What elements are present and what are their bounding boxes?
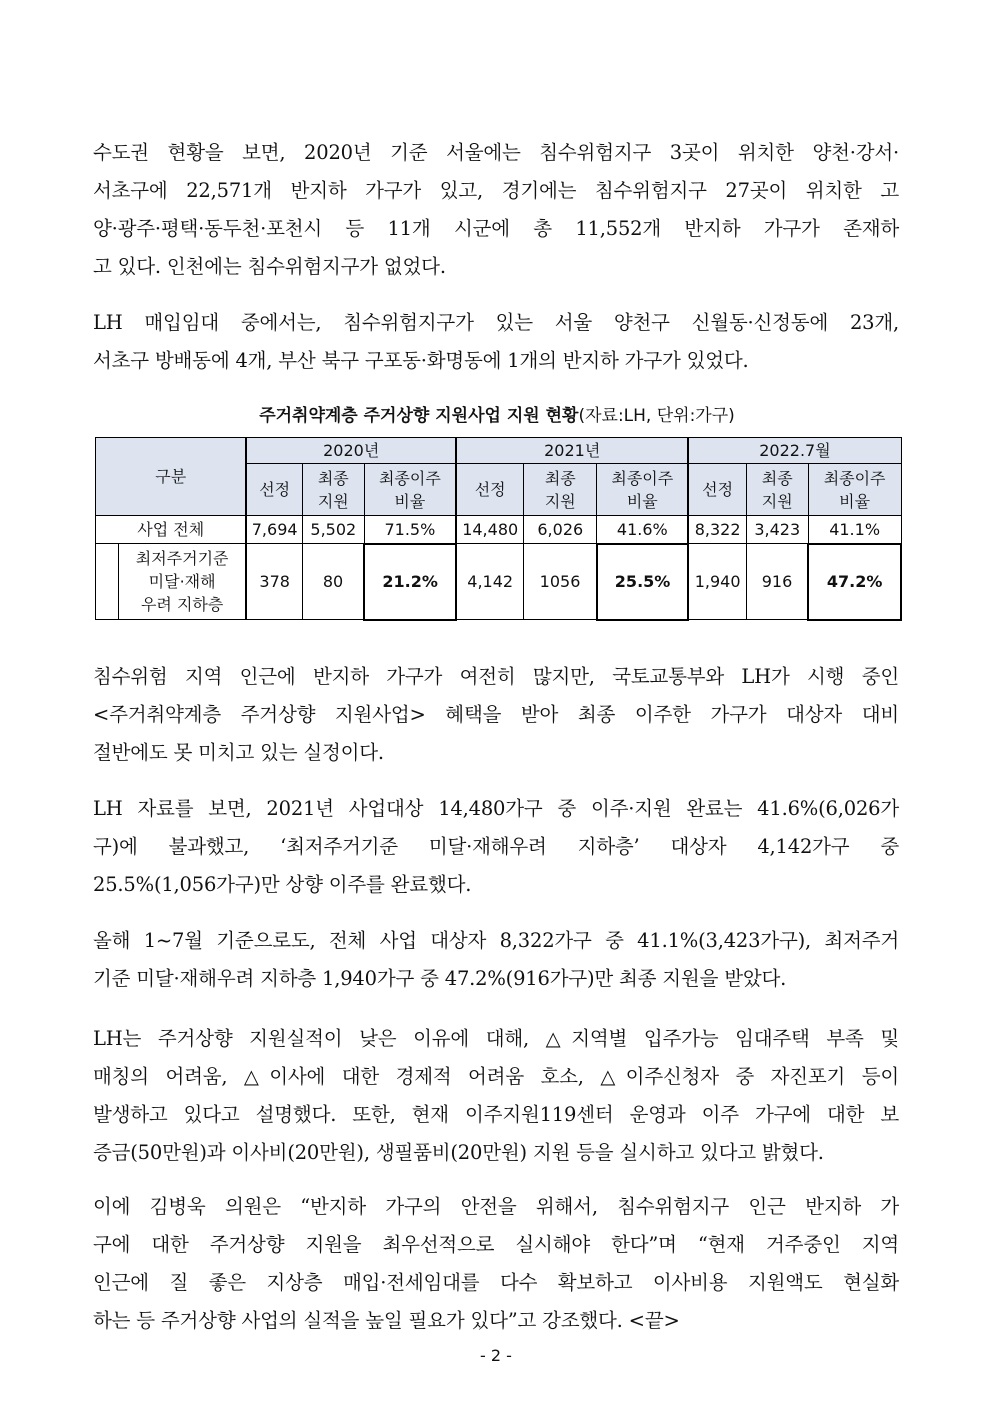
table-cell: 1056 — [524, 544, 597, 620]
paragraph-2 — [93, 304, 899, 380]
table-cell: 21.2% — [364, 544, 456, 620]
paragraph-line: <주거취약계층 주거상향 지원사업> 혜택을 받아 최종 이주한 가구가 대상자 대비 — [93, 703, 899, 726]
paragraph-line: 이에 김병욱 의원은 “반지하 가구의 안전을 위해서, 침수위험지구 인근 반지하 가 — [93, 1195, 899, 1218]
table-cell: 3,423 — [746, 516, 808, 544]
paragraph-4 — [93, 790, 899, 904]
table-row-total — [96, 516, 902, 544]
row-label-basement: 최저주거기준 미달·재해 우려 지하층 — [118, 544, 246, 620]
paragraph-line: 증금(50만원)과 이사비(20만원), 생필품비(20만원) 지원 등을 실시하고 있다고 밝혔다. — [93, 1141, 824, 1164]
subheader-cell: 선정 — [246, 464, 302, 516]
table-row-basement — [96, 544, 902, 620]
paragraph-7 — [93, 1188, 899, 1340]
row-label-total: 사업 전체 — [96, 516, 247, 544]
paragraph-line: 구)에 불과했고, ‘최저주거기준 미달·재해우려 지하층’ 대상자 4,142가구 중 — [93, 835, 899, 858]
paragraph-5 — [93, 922, 899, 998]
paragraph-line: 고 있다. 인천에는 침수위험지구가 없었다. — [93, 255, 446, 278]
paragraph-6 — [93, 1020, 899, 1172]
subheader-cell: 선정 — [688, 464, 746, 516]
table-cell: 4,142 — [456, 544, 524, 620]
paragraph-line: 수도권 현황을 보면, 2020년 기준 서울에는 침수위험지구 3곳이 위치한 양천·강서· — [93, 141, 899, 164]
subheader-cell: 최종 지원 — [302, 464, 364, 516]
paragraph-line: 인근에 질 좋은 지상층 매입·전세임대를 다수 확보하고 이사비용 지원액도 현실화 — [93, 1271, 899, 1294]
support-status-table — [95, 437, 902, 621]
paragraph-line: 발생하고 있다고 설명했다. 또한, 현재 이주지원119센터 운영과 이주 가구에 대한 보 — [93, 1103, 899, 1126]
table-cell: 6,026 — [524, 516, 597, 544]
table-cell: 5,502 — [302, 516, 364, 544]
table-cell: 80 — [302, 544, 364, 620]
table-cell: 71.5% — [364, 516, 456, 544]
table-title-main: 주거취약계층 주거상향 지원사업 지원 현황 — [259, 406, 579, 426]
subheader-cell: 선정 — [456, 464, 524, 516]
paragraph-line: LH는 주거상향 지원실적이 낮은 이유에 대해, △지역별 입주가능 임대주택 부족 및 — [93, 1027, 899, 1050]
paragraph-line: 양·광주·평택·동두천·포천시 등 11개 시군에 총 11,552개 반지하 가구가 존재하 — [93, 217, 899, 240]
header-year-2020: 2020년 — [246, 438, 456, 464]
paragraph-line: 서초구에 22,571개 반지하 가구가 있고, 경기에는 침수위험지구 27곳이 위치한 고 — [93, 179, 899, 202]
table-cell: 41.1% — [808, 516, 901, 544]
table-cell: 47.2% — [808, 544, 901, 620]
paragraph-line: 25.5%(1,056가구)만 상향 이주를 완료했다. — [93, 873, 472, 896]
table-title-source: (자료:LH, 단위:가구) — [578, 406, 735, 426]
row-indent-cell — [96, 544, 119, 620]
paragraph-3 — [93, 658, 899, 772]
table-cell: 25.5% — [597, 544, 689, 620]
paragraph-1 — [93, 134, 899, 286]
table-cell: 916 — [746, 544, 808, 620]
paragraph-line: 침수위험 지역 인근에 반지하 가구가 여전히 많지만, 국토교통부와 LH가 시행 중인 — [93, 665, 899, 688]
paragraph-line: 서초구 방배동에 4개, 부산 북구 구포동·화명동에 1개의 반지하 가구가 있었다. — [93, 349, 749, 372]
table-title — [93, 401, 901, 426]
paragraph-line: LH 매입임대 중에서는, 침수위험지구가 있는 서울 양천구 신월동·신정동에 23개, — [93, 311, 899, 334]
paragraph-line: LH 자료를 보면, 2021년 사업대상 14,480가구 중 이주·지원 완료는 41.6%(6,026가 — [93, 797, 899, 820]
subheader-cell: 최종이주 비율 — [808, 464, 901, 516]
table-cell: 41.6% — [597, 516, 689, 544]
header-year-2022: 2022.7월 — [688, 438, 901, 464]
paragraph-line: 올해 1~7월 기준으로도, 전체 사업 대상자 8,322가구 중 41.1%(3,423가구), 최저주거 — [93, 929, 899, 952]
table-cell: 8,322 — [688, 516, 746, 544]
table-cell: 7,694 — [246, 516, 302, 544]
table-cell: 378 — [246, 544, 302, 620]
subheader-cell: 최종 지원 — [746, 464, 808, 516]
subheader-cell: 최종 지원 — [524, 464, 597, 516]
header-year-2021: 2021년 — [456, 438, 688, 464]
subheader-cell: 최종이주 비율 — [597, 464, 689, 516]
page-number: - 2 - — [480, 1346, 512, 1365]
header-category: 구분 — [96, 438, 247, 516]
paragraph-line: 하는 등 주거상향 사업의 실적을 높일 필요가 있다”고 강조했다. <끝> — [93, 1309, 680, 1332]
paragraph-line: 구에 대한 주거상향 지원을 최우선적으로 실시해야 한다”며 “현재 거주중인 지역 — [93, 1233, 899, 1256]
table-cell: 14,480 — [456, 516, 524, 544]
table-cell: 1,940 — [688, 544, 746, 620]
paragraph-line: 절반에도 못 미치고 있는 실정이다. — [93, 741, 384, 764]
subheader-cell: 최종이주 비율 — [364, 464, 456, 516]
paragraph-line: 매칭의 어려움, △이사에 대한 경제적 어려움 호소, △이주신청자 중 자진포기 등이 — [93, 1065, 899, 1088]
paragraph-line: 기준 미달·재해우려 지하층 1,940가구 중 47.2%(916가구)만 최종 지원을 받았다. — [93, 967, 787, 990]
